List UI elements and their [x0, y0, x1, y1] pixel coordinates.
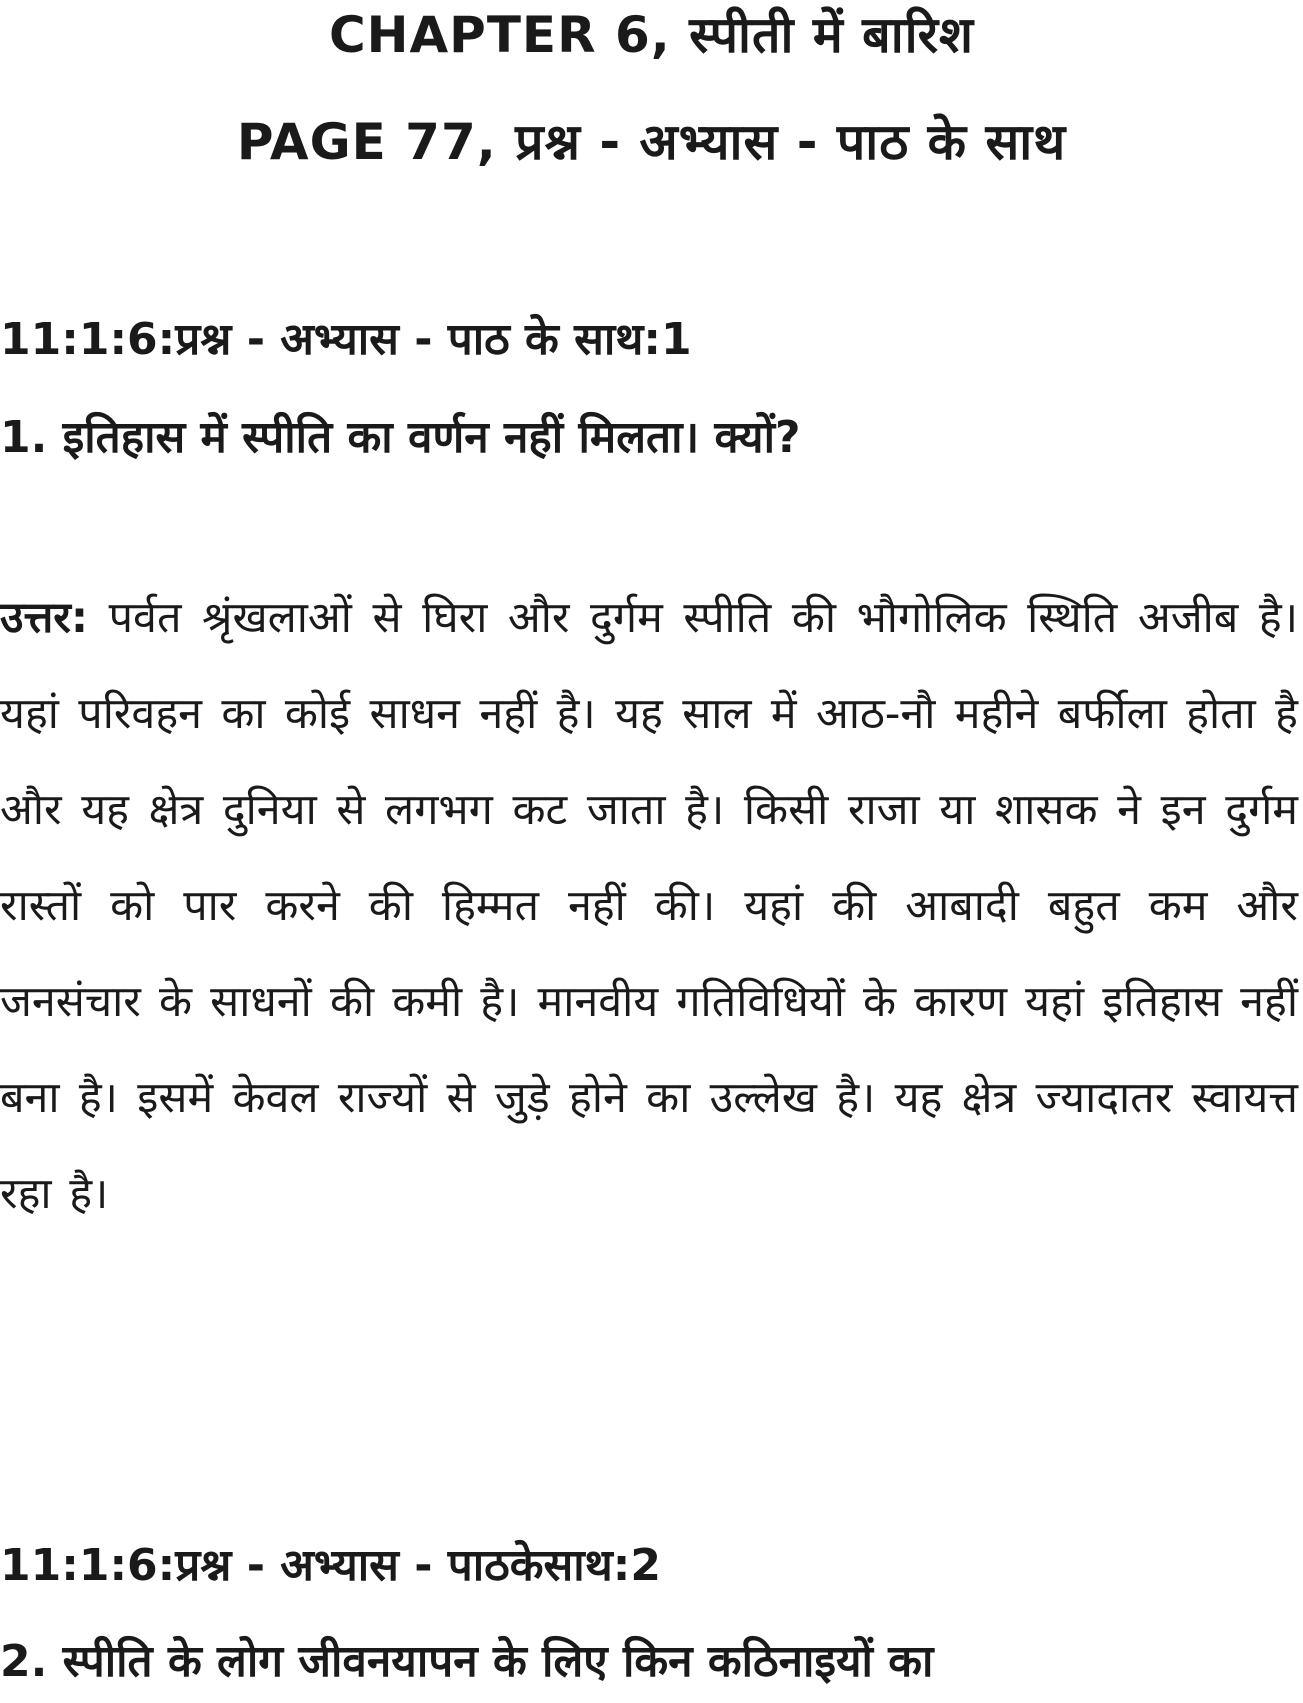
question-1-text: 1. इतिहास में स्पीति का वर्णन नहीं मिलता। क्यों?: [0, 412, 801, 463]
answer-label: उत्तर:: [0, 593, 89, 643]
question-2-text: 2. स्पीति के लोग जीवनयापन के लिए किन कठिनाइयों का: [0, 1636, 934, 1687]
question-1-label: 11:1:6:प्रश्न - अभ्यास - पाठ के साथ:1: [0, 314, 692, 365]
question-2-label: 11:1:6:प्रश्न - अभ्यास - पाठकेसाथ:2: [0, 1540, 661, 1591]
answer-1: [0, 570, 1298, 1242]
page-heading: PAGE 77, प्रश्न - अभ्यास - पाठ के साथ: [236, 113, 1067, 171]
chapter-title: CHAPTER 6, स्पीती में बारिश: [328, 6, 975, 64]
answer-1-text: पर्वत श्रृंखलाओं से घिरा और दुर्गम स्पीति की भौगोलिक स्थिति अजीब है। यहां परिवहन का कोई साधन नहीं है। यह साल में आठ-नौ महीने बर्फीला होता है और यह क्षेत्र दुनिया से लगभग कट जाता है। किसी राजा या शासक ने इन दुर्गम रास्तों को पार करने की हिम्मत नहीं की। यहां की आबादी बहुत कम और जनसंचार के साधनों की कमी है। मानवीय गतिविधियों के कारण यहां इतिहास नहीं बना है। इसमें केवल राज्यों से जुड़े होने का उल्लेख है। यह क्षेत्र ज्यादातर स्वायत्त रहा है।: [0, 593, 1298, 1219]
